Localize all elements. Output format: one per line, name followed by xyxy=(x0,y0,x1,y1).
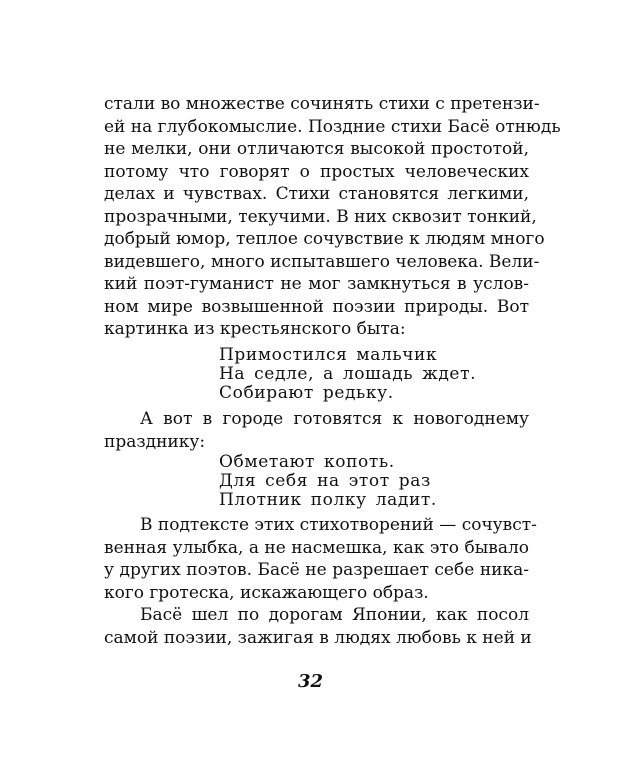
paragraph-2 xyxy=(104,408,529,453)
text-line: картинка из крестьянского быта: xyxy=(104,319,406,339)
poem-line: Обметают копоть. xyxy=(219,452,395,472)
poem-line: Примостился мальчик xyxy=(219,345,438,365)
paragraph-1 xyxy=(104,93,561,341)
text-line: кого гротеска, искажающего образ. xyxy=(104,582,429,603)
paragraph-4 xyxy=(104,604,532,649)
poem-1 xyxy=(219,346,539,403)
text-line: стали во множестве сочинять стихи с претензи- xyxy=(104,94,540,114)
text-line: ном мире возвышенной поэзии природы. Вот xyxy=(104,296,529,317)
poem-line: Плотник полку ладит. xyxy=(219,490,437,510)
paragraph-3 xyxy=(104,514,537,604)
text-line: прозрачными, текучими. В них сквозит тонкий, xyxy=(104,206,537,227)
text-line: самой поэзии, зажигая в людях любовь к ней и xyxy=(104,627,532,648)
poem-line: Для себя на этот раз xyxy=(219,471,431,491)
text-line: Басё шел по дорогам Японии, как посол xyxy=(140,605,529,625)
poem-line: На седле, а лошадь ждет. xyxy=(219,364,477,384)
text-line: видевшего, много испытавшего человека. Вели- xyxy=(104,251,540,272)
text-line: А вот в городе готовятся к новогоднему xyxy=(140,409,529,429)
poem-2 xyxy=(219,453,539,510)
text-line: празднику: xyxy=(104,431,206,452)
text-line: делах и чувствах. Стихи становятся легкими, xyxy=(104,184,529,204)
page-number: 32 xyxy=(297,671,324,692)
text-line: не мелки, они отличаются высокой простотой, xyxy=(104,139,529,159)
text-line: ей на глубокомыслие. Поздние стихи Басё отнюдь xyxy=(104,116,561,137)
text-line: венная улыбка, а не насмешка, как это бывало xyxy=(104,537,529,558)
text-line: потому что говорят о простых человеческих xyxy=(104,161,529,182)
text-line: кий поэт-гуманист не мог замкнуться в услов- xyxy=(104,274,529,294)
text-line: добрый юмор, теплое сочувствие к людям много xyxy=(104,229,545,249)
text-line: у других поэтов. Басё не разрешает себе ника- xyxy=(104,560,529,580)
poem-line: Собирают редьку. xyxy=(219,383,394,403)
text-line: В подтексте этих стихотворений — сочувст- xyxy=(140,515,537,535)
